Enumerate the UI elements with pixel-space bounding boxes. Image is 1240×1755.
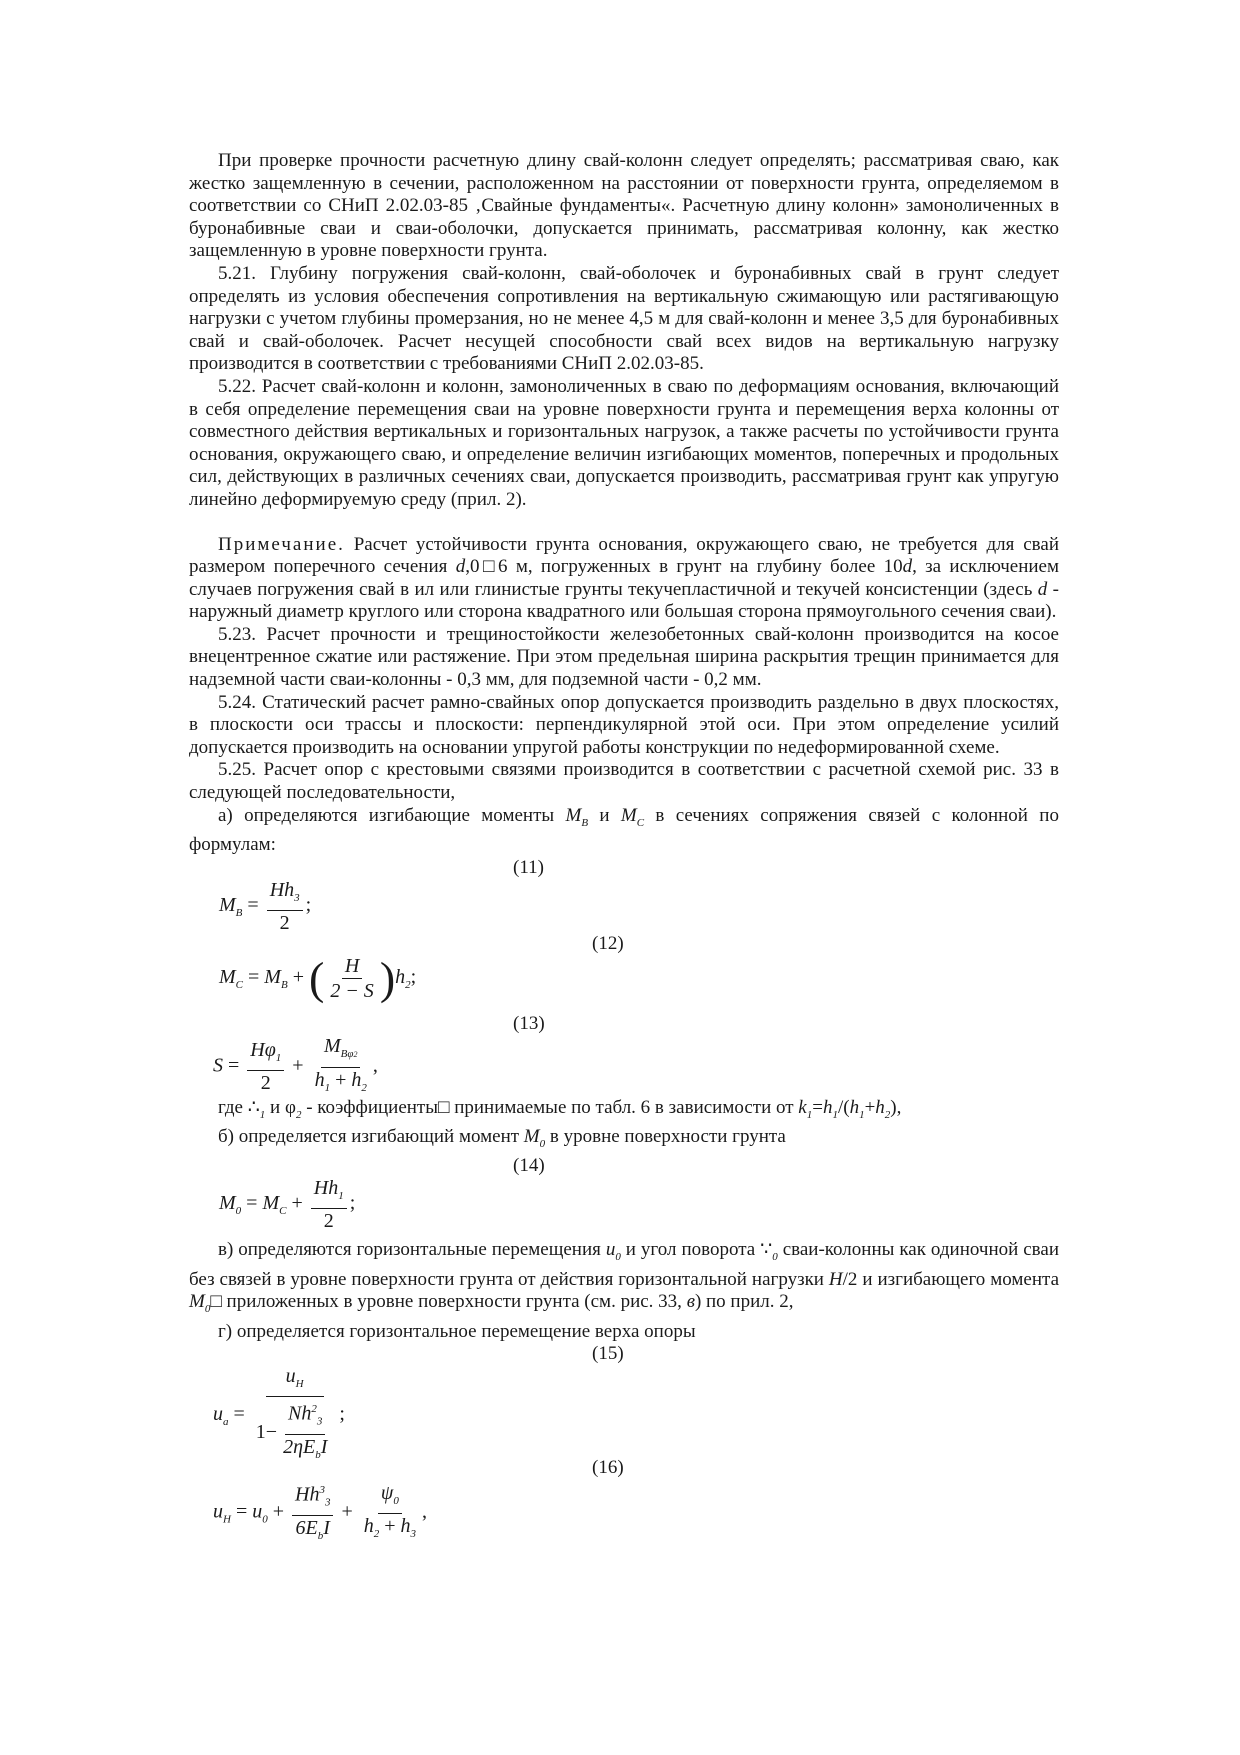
pv-u: u (605, 1239, 616, 1261)
f15-eq: = (228, 1403, 250, 1426)
f13-den2a: h (314, 1068, 325, 1091)
pb-m-sub: 0 (539, 1137, 546, 1150)
f13-lhs: S (213, 1054, 223, 1077)
f13-fraction-2 (312, 1035, 370, 1099)
f13-num2: M (323, 1034, 341, 1057)
f16-den1a: 6E (295, 1517, 318, 1540)
f12-lhs: M (219, 965, 236, 988)
where-text-6: + (864, 1096, 876, 1118)
f11-eq: = (242, 893, 264, 916)
f13-den2b-sub: 2 (361, 1081, 367, 1094)
note-text-a: Расчет устойчивости грунта основания, окружающего сваю, не требуется для свай размером поперечного сечения (189, 533, 1059, 578)
f11-lhs-sub: B (235, 906, 243, 919)
f16-num1-sub: 3 (324, 1497, 331, 1510)
pv-text-2-sub: 0 (772, 1251, 778, 1264)
f16-num1-sup: 3 (319, 1484, 325, 1497)
pa-text-2: и (588, 804, 621, 826)
f16-plus-1: + (267, 1500, 290, 1523)
note-d1: d (455, 556, 466, 578)
f14-num: Hh (313, 1177, 339, 1200)
f15-one: 1− (255, 1421, 278, 1444)
f13-plus: + (287, 1054, 309, 1077)
paragraph-5-25: 5.25. Расчет опор с крестовыми связями производится в соответствии с расчетной схемой рис. 33 в следующей последовательности, (189, 759, 1059, 804)
f13-den2a-sub: 1 (324, 1081, 331, 1094)
pa-mb: M (565, 804, 582, 826)
f16-den2-plus: + (379, 1514, 401, 1537)
f16-eq: = (230, 1500, 253, 1523)
f15-num: u (285, 1365, 296, 1388)
f12-m-sub: B (280, 978, 288, 991)
f12-left-paren: ( (308, 952, 325, 1004)
pv-text-1: в) определяются горизонтальные перемещения (218, 1239, 606, 1261)
f16-num2-sub: 0 (393, 1494, 399, 1507)
paragraph-b (189, 1126, 1059, 1155)
paragraph-note (189, 534, 1059, 624)
f15-num-sub: H (295, 1378, 304, 1391)
f13-num1-sub: 1 (275, 1052, 282, 1065)
f16-den1-sub: b (317, 1530, 324, 1543)
where-text-5: /( (837, 1096, 850, 1118)
f14-m-sub: C (279, 1205, 287, 1218)
spacer (189, 512, 1059, 534)
note-text-e: - наружный диаметр круглого или сторона квадратного или большая сторона прямоугольного сечения сваи). (189, 578, 1059, 623)
f13-fraction-1 (247, 1039, 284, 1094)
where-text-2: и φ (265, 1096, 296, 1118)
f13-num1: Hφ (250, 1039, 276, 1062)
f14-lhs-sub: 0 (235, 1205, 242, 1218)
eq-number-14-row (189, 1155, 1059, 1177)
formula-14 (219, 1177, 1059, 1233)
formula-15 (213, 1365, 1059, 1462)
where-h1b: h (849, 1096, 860, 1118)
formula-11 (219, 879, 1059, 933)
f15-fraction (253, 1365, 337, 1466)
f11-num: Hh (269, 878, 295, 901)
f13-den2-plus: + (330, 1068, 352, 1091)
f15-inner-num: Nh (288, 1403, 312, 1426)
f12-right-paren: ) (379, 952, 396, 1004)
f13-den2b: h (351, 1068, 362, 1091)
f16-lhs-sub: H (223, 1513, 231, 1526)
formula-16 (213, 1479, 1059, 1543)
f14-den: 2 (323, 1210, 334, 1233)
where-text-3: - коэффициенты□ принимаемые по табл. 6 в зависимости от (301, 1096, 799, 1118)
pv-text-2: и угол поворота ∵ (620, 1239, 773, 1261)
eq-number-11-row (189, 857, 1059, 879)
pv-v: в (686, 1291, 695, 1313)
where-text-1: где ∴ (218, 1096, 260, 1118)
f16-u0: u (252, 1500, 263, 1523)
where-sub-1: 1 (259, 1108, 266, 1121)
f16-fraction-2 (361, 1482, 419, 1545)
pa-text-3: в сечениях сопряжения связей с колонной по формулам: (189, 804, 1059, 856)
pb-text-1: б) определяется изгибающий момент (218, 1126, 524, 1147)
eq-number-13-row (189, 1013, 1059, 1035)
f13-num2-sub2: 2 (353, 1049, 358, 1059)
where-h1-sub: 1 (832, 1108, 838, 1121)
eq-number-13: (13) (513, 1012, 545, 1034)
where-h1: h (822, 1096, 833, 1118)
paragraph-v (189, 1239, 1059, 1320)
note-text-b: ,0□6 м, погруженных в грунт на глубину более 10 (465, 556, 903, 578)
pb-text-2: в уровне поверхности грунта (545, 1126, 786, 1147)
where-h1b-sub: 1 (859, 1108, 865, 1121)
pb-m: M (523, 1126, 540, 1147)
f11-tail: ; (305, 893, 312, 916)
f16-tail: , (422, 1500, 428, 1523)
formula-12 (219, 952, 1059, 1013)
f15-inner-sup: 2 (311, 1403, 317, 1416)
f14-lhs: M (219, 1192, 236, 1215)
paragraph-5-23: 5.23. Расчет прочности и трещиностойкости железобетонных свай-колонн производится на косое внецентренное сжатие или растяжение. При этом предельная ширина раскрытия трещин принимается для надземной части сваи-колонны - 0,3 мм, для подземной части - 0,2 мм. (189, 623, 1059, 691)
f13-tail: , (372, 1054, 378, 1077)
f12-lhs-sub: C (235, 978, 244, 991)
pv-text-5: □ приложенных в уровне поверхности грунта (см. рис. 33, (210, 1291, 687, 1313)
f15-inner-fraction (280, 1398, 330, 1466)
where-k: k (798, 1096, 807, 1118)
document-page (189, 150, 1060, 1543)
f16-den2a: h (363, 1514, 374, 1537)
paragraph-5-24: 5.24. Статический расчет рамно-свайных опор допускается производить раздельно в двух плоскостях, в плоскости оси трассы и плоскости: перпендикулярной этой оси. При этом определение усилий допускается производить на основании упругой работы конструкции по недеформированной схеме. (189, 691, 1059, 758)
paragraph-5-21: 5.21. Глубину погружения свай-колонн, свай-оболочек и буронабивных свай в грунт следует определять из условия обеспечения сопротивления на вертикальную сжимающую или растягивающую нагрузки с учетом глубины промерзания, но не менее 4,5 м для свай-колонн и менее 3,5 для буронабивных свай и свай-оболочек. Расчет несущей способности свай всех видов на вертикальную нагрузку производится в соответствии с требованиями СНиП 2.02.03-85. (189, 262, 1059, 375)
f16-num2: ψ (380, 1481, 394, 1504)
pv-h: H (828, 1268, 843, 1290)
f12-fraction (327, 955, 377, 1002)
f13-eq: = (223, 1054, 245, 1077)
f14-fraction (311, 1177, 347, 1232)
pa-mc: M (620, 804, 637, 826)
f16-lhs: u (213, 1500, 223, 1523)
paragraph-a (189, 805, 1059, 857)
pv-u-sub: 0 (615, 1251, 621, 1264)
f14-tail: ; (349, 1192, 356, 1215)
f16-den2b: h (400, 1514, 411, 1537)
f16-fraction-1 (292, 1479, 333, 1547)
f15-inner-den-sub: b (315, 1449, 321, 1462)
f14-plus: + (286, 1192, 308, 1215)
note-label: Примечание. (218, 533, 345, 555)
f15-inner-sub: 3 (316, 1416, 323, 1429)
f11-fraction (267, 879, 303, 934)
eq-number-11: (11) (513, 856, 544, 878)
f15-lhs: u (213, 1403, 223, 1426)
f15-tail: ; (339, 1403, 345, 1426)
f12-h-sub: 2 (405, 978, 411, 991)
pv-m: M (189, 1291, 205, 1313)
f12-eq: = (243, 965, 265, 988)
where-k-sub: 1 (806, 1108, 813, 1121)
f13-num2-sub: Bφ (340, 1047, 354, 1060)
pa-text-1: а) определяются изгибающие моменты (218, 804, 566, 826)
f15-inner-den-b: I (320, 1436, 328, 1459)
pa-mc-sub: C (636, 816, 645, 829)
f12-num: H (342, 955, 362, 979)
f11-lhs: M (219, 893, 236, 916)
where-h2: h (875, 1096, 885, 1118)
f12-tail: ; (410, 965, 417, 988)
f12-den: 2 − S (330, 979, 374, 1002)
eq-number-14: (14) (513, 1155, 545, 1177)
note-text-c: , за исключением случаев погружения свай в ил или глинистые грунты текучепластичной и текучей консистенции (здесь (189, 556, 1059, 600)
f14-m: M (262, 1192, 280, 1215)
f12-m: M (264, 965, 281, 988)
f11-num-sub: 3 (294, 891, 300, 904)
f15-inner-den-a: 2ηE (283, 1436, 316, 1459)
f16-den2a-sub: 2 (373, 1527, 380, 1540)
pv-m-sub: 0 (204, 1303, 211, 1316)
eq-number-15: (15) (592, 1343, 624, 1365)
f11-den: 2 (279, 911, 290, 934)
paragraph-intro: При проверке прочности расчетную длину свай-колонн следует определять; рассматривая сваю, как жестко защемленную в сечении, расположенном на расстоянии от поверхности грунта, определяемом в соответствии со СНиП 2.02.03-85 ‚Свайные фундаменты«. Расчетную длину колонн» замоноличенных в буронабивные сваи и сваи-оболочки, допускается принимать, рассматривая колонну, как жестко защемленную в уровне поверхности грунта. (189, 150, 1059, 262)
where-h2-sub: 2 (884, 1108, 891, 1121)
f12-h: h (395, 965, 406, 988)
eq-number-15-row (189, 1343, 1059, 1365)
paragraph-g: г) определяется горизонтальное перемещение верха опоры (218, 1320, 696, 1342)
note-d2: d (902, 556, 913, 578)
eq-number-12: (12) (592, 932, 624, 954)
f15-lhs-sub: a (223, 1416, 229, 1429)
eq-number-16: (16) (592, 1457, 624, 1479)
f12-plus: + (287, 965, 309, 988)
note-d3: d (1037, 578, 1048, 600)
f16-den2b-sub: 3 (410, 1527, 417, 1540)
eq-number-16-row (189, 1457, 1059, 1479)
f14-eq: = (241, 1192, 263, 1215)
f16-den1b: I (323, 1517, 330, 1540)
f13-den1: 2 (260, 1072, 271, 1095)
where-text-4: = (812, 1096, 823, 1118)
pv-text-6: ) по прил. 2, (694, 1291, 794, 1313)
f14-num-sub: 1 (338, 1190, 344, 1203)
f16-u0-sub: 0 (262, 1513, 268, 1526)
paragraph-5-22: 5.22. Расчет свай-колонн и колонн, замоноличенных в сваю по деформациям основания, включающий в себя определение перемещения сваи на уровне поверхности грунта и перемещения верха колонны от совместного действия вертикальных и горизонтальных нагрузок, а также расчеты по устойчивости грунта основания, окружающего сваю, и определение величин изгибающих моментов, поперечных и продольных сил, действующих в различных сечениях сваи, допускается производить, рассматривая грунт как упругую линейно деформируемую среду (прил. 2). (189, 375, 1059, 510)
formula-13 (213, 1035, 1059, 1093)
pv-text-3: сваи-колонны как одиночной сваи без связей в уровне поверхности грунта от действия горизонтальной нагрузки (189, 1239, 1059, 1290)
where-sub-2: 2 (295, 1108, 302, 1121)
pa-mb-sub: B (581, 816, 589, 829)
pv-text-4: /2 и изгибающего момента (842, 1268, 1060, 1290)
where-text-7: ), (890, 1096, 902, 1118)
paragraph-where (189, 1097, 1059, 1126)
f16-plus-2: + (336, 1500, 358, 1523)
f16-num1: Hh (295, 1484, 320, 1507)
